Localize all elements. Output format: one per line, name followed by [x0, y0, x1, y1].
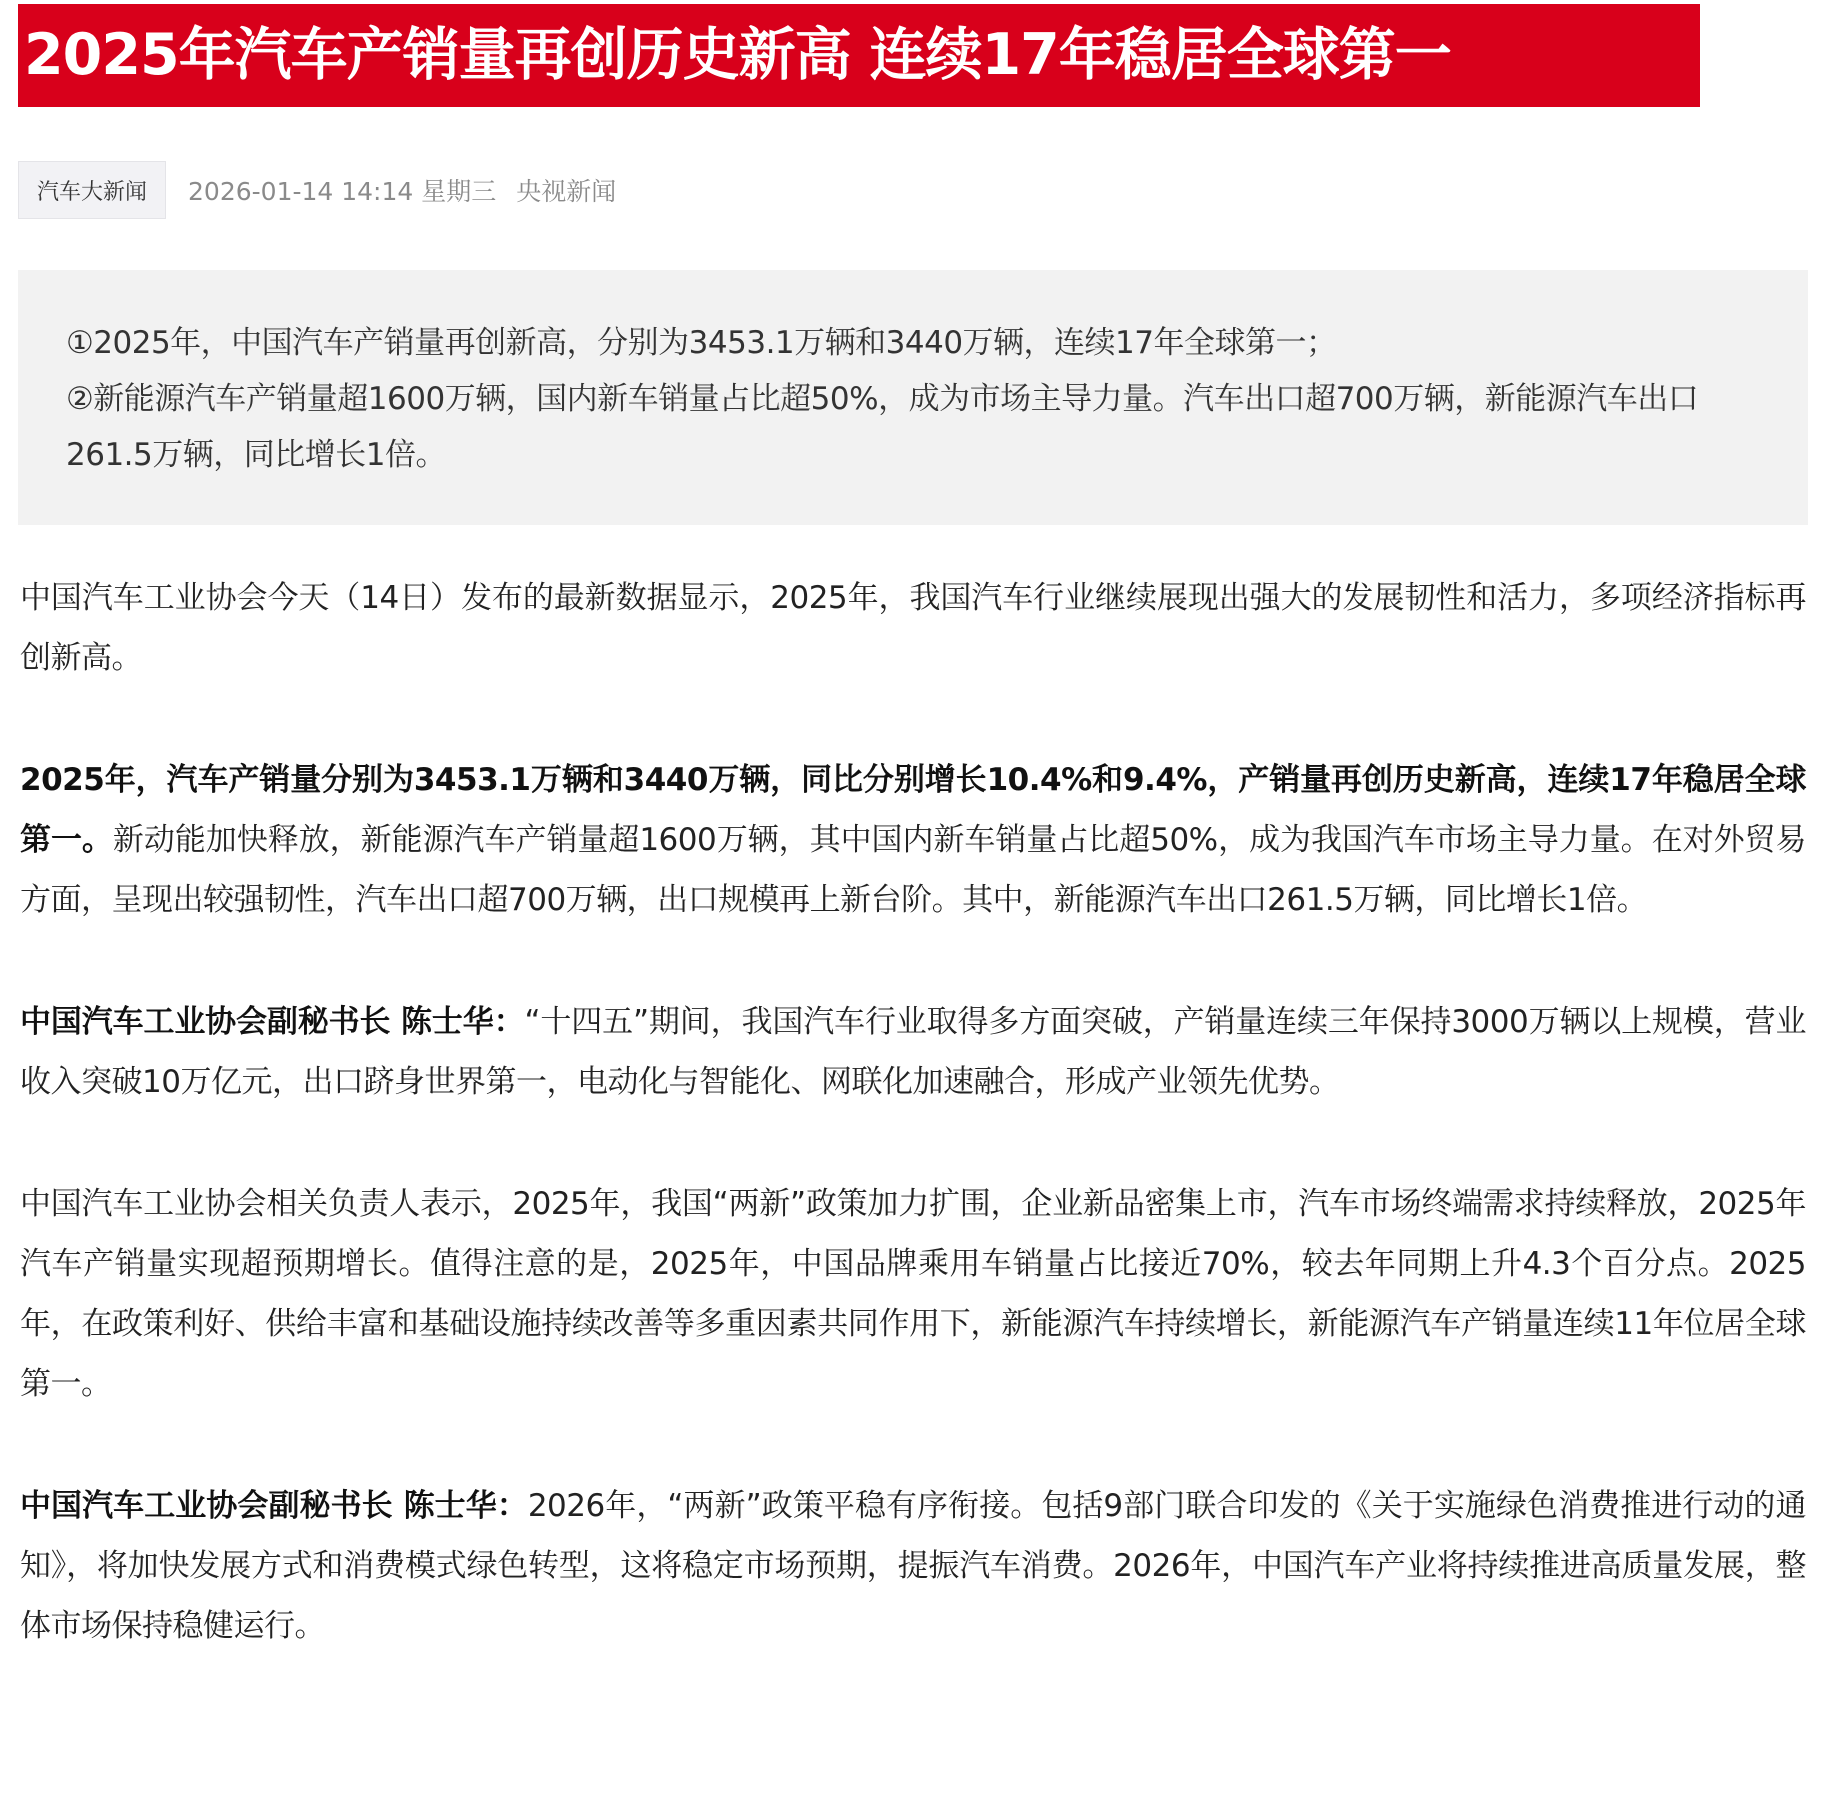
page-title: 2025年汽车产销量再创历史新高 连续17年稳居全球第一 [24, 22, 1451, 88]
news-source: 央视新闻 [516, 177, 617, 206]
speaker-label: 中国汽车工业协会副秘书长 陈士华： [20, 1004, 525, 1040]
headline-banner [18, 4, 1700, 107]
article-body [20, 568, 1806, 1718]
paragraph-3-text: “十四五”期间，我国汽车行业取得多方面突破，产销量连续三年保持3000万辆以上规模，营业收入突破10万亿元，出口跻身世界第一，电动化与智能化、网联化加速融合，形成产业领先优势。 [20, 1004, 1806, 1100]
article-meta [18, 160, 616, 220]
speaker-label: 中国汽车工业协会副秘书长 陈士华： [20, 1488, 528, 1524]
summary-line-1: ①2025年，中国汽车产销量再创新高，分别为3453.1万辆和3440万辆，连续17年全球第一； [66, 325, 1337, 361]
category-tag[interactable]: 汽车大新闻 [18, 161, 166, 219]
paragraph-3 [20, 992, 1806, 1112]
paragraph-5 [20, 1476, 1806, 1656]
paragraph-5-text: 2026年，“两新”政策平稳有序衔接。包括9部门联合印发的《关于实施绿色消费推进行动的通知》，将加快发展方式和消费模式绿色转型，这将稳定市场预期，提振汽车消费。2026年，中国汽车产业将持续推进高质量发展，整体市场保持稳健运行。 [20, 1488, 1806, 1644]
paragraph-2-text: 新动能加快释放，新能源汽车产销量超1600万辆，其中国内新车销量占比超50%，成为我国汽车市场主导力量。在对外贸易方面，呈现出较强韧性，汽车出口超700万辆，出口规模再上新台阶。其中，新能源汽车出口261.5万辆，同比增长1倍。 [20, 822, 1806, 918]
paragraph-1: 中国汽车工业协会今天（14日）发布的最新数据显示，2025年，我国汽车行业继续展现出强大的发展韧性和活力，多项经济指标再创新高。 [20, 580, 1806, 676]
paragraph-2 [20, 750, 1806, 930]
paragraph-2-bold: 2025年，汽车产销量分别为3453.1万辆和3440万辆，同比分别增长10.4%和9.4%，产销量再创历史新高，连续17年稳居全球第一。 [20, 762, 1806, 858]
publish-datetime: 2026-01-14 14:14 星期三 [188, 177, 497, 206]
paragraph-4: 中国汽车工业协会相关负责人表示，2025年，我国“两新”政策加力扩围，企业新品密集上市，汽车市场终端需求持续释放，2025年汽车产销量实现超预期增长。值得注意的是，2025年，中国品牌乘用车销量占比接近70%，较去年同期上升4.3个百分点。2025年，在政策利好、供给丰富和基础设施持续改善等多重因素共同作用下，新能源汽车持续增长，新能源汽车产销量连续11年位居全球第一。 [20, 1186, 1806, 1402]
summary-line-2: ②新能源汽车产销量超1600万辆，国内新车销量占比超50%，成为市场主导力量。汽车出口超700万辆，新能源汽车出口261.5万辆，同比增长1倍。 [66, 381, 1699, 473]
summary-box [18, 270, 1808, 525]
